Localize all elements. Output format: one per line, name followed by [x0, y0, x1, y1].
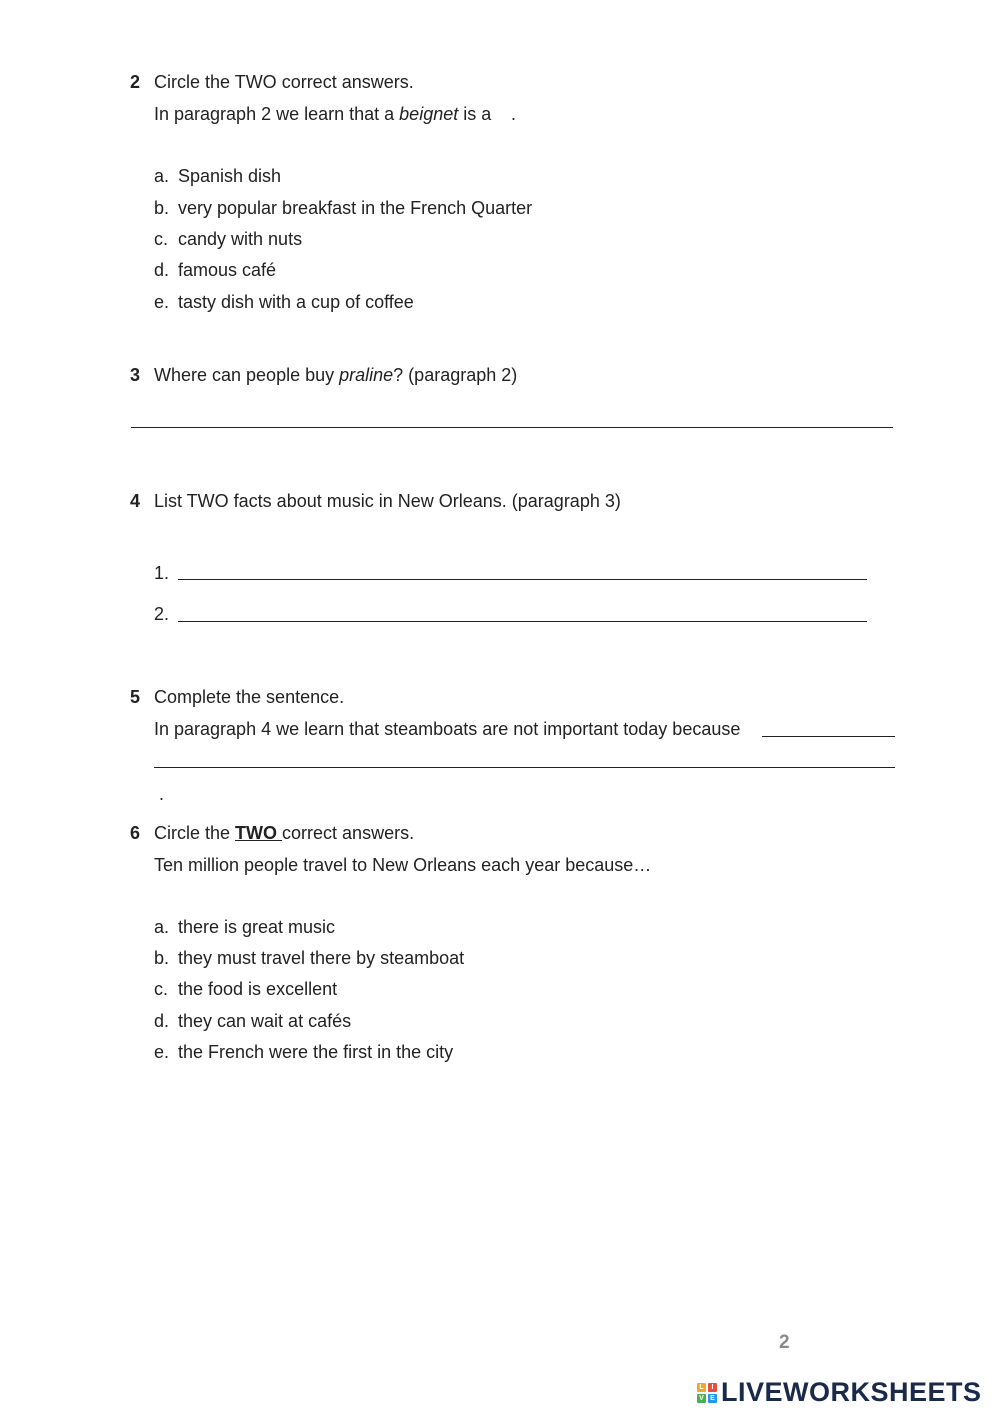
q6-option-b[interactable] — [154, 948, 464, 969]
q2-stem — [154, 104, 491, 125]
q4-item-1-label: 1. — [154, 563, 170, 583]
q4-item-2-input[interactable] — [180, 596, 864, 620]
option-letter: c. — [154, 979, 169, 999]
q2-option-e[interactable] — [154, 292, 414, 313]
option-text: Spanish dish — [178, 166, 282, 186]
option-letter: a. — [154, 917, 170, 937]
q6-stem: Ten million people travel to New Orleans each year because… — [154, 855, 652, 875]
option-letter: c. — [154, 229, 169, 249]
q2-stem-before: In paragraph 2 we learn that a — [154, 104, 400, 124]
q4-question: List TWO facts about music in New Orleans. (paragraph 3) — [154, 491, 621, 511]
q4-item-2-label: 2. — [154, 604, 170, 624]
option-letter: b. — [154, 198, 170, 218]
q5-answer-line-1 — [762, 736, 895, 737]
option-letter: e. — [154, 292, 170, 312]
q4-number: 4 — [130, 491, 141, 511]
q2-stem-end: . — [511, 104, 517, 124]
q4-item-1-input[interactable] — [180, 554, 864, 578]
option-text: very popular breakfast in the French Quarter — [178, 198, 533, 218]
logo-block-e: E — [708, 1394, 717, 1403]
page-number: 2 — [779, 1332, 790, 1353]
option-text: tasty dish with a cup of coffee — [178, 292, 414, 312]
q2-instruction: Circle the TWO correct answers. — [154, 72, 414, 92]
q3-after: ? (paragraph 2) — [393, 365, 518, 385]
q2-stem-after: is a — [458, 104, 492, 124]
option-text: they must travel there by steamboat — [178, 948, 465, 968]
q5-number: 5 — [130, 687, 141, 707]
q6-option-c[interactable] — [154, 979, 337, 1000]
logo-block-v: V — [697, 1394, 706, 1403]
q3-answer-input[interactable] — [134, 402, 890, 426]
option-text: the French were the first in the city — [178, 1042, 454, 1062]
logo-block-l: L — [697, 1383, 706, 1392]
q2-blank-input[interactable] — [500, 104, 508, 128]
option-text: the food is excellent — [178, 979, 338, 999]
q5-answer-input-2[interactable] — [156, 742, 892, 766]
q5-instruction: Complete the sentence. — [154, 687, 345, 707]
option-text: they can wait at cafés — [178, 1011, 352, 1031]
q6-emphasis: TWO — [235, 823, 283, 843]
q6-instruction — [154, 823, 414, 844]
q2-option-d[interactable] — [154, 260, 276, 281]
logo-block-i: I — [708, 1383, 717, 1392]
q5-answer-input-1[interactable] — [764, 711, 892, 735]
q2-option-c[interactable] — [154, 229, 302, 250]
q2-stem-italic: beignet — [399, 104, 459, 124]
option-letter: e. — [154, 1042, 170, 1062]
q3-answer-line — [131, 427, 893, 428]
option-letter: b. — [154, 948, 170, 968]
option-letter: a. — [154, 166, 170, 186]
q4-item-2-line — [178, 621, 867, 622]
q2-option-a[interactable] — [154, 166, 281, 187]
q3-italic: praline — [339, 365, 394, 385]
q5-end-period: . — [159, 784, 165, 804]
q6-number: 6 — [130, 823, 141, 843]
q5-stem: In paragraph 4 we learn that steamboats are not important today because — [154, 719, 741, 739]
q6-after: correct answers. — [282, 823, 415, 843]
q6-option-e[interactable] — [154, 1042, 453, 1063]
q6-option-d[interactable] — [154, 1011, 351, 1032]
q3-before: Where can people buy — [154, 365, 340, 385]
q4-item-1-line — [178, 579, 867, 580]
q3-question — [154, 365, 517, 386]
option-text: there is great music — [178, 917, 336, 937]
logo-blocks-icon — [697, 1383, 717, 1403]
q3-number: 3 — [130, 365, 141, 385]
option-text: candy with nuts — [178, 229, 303, 249]
logo-text: LIVEWORKSHEETS — [721, 1377, 982, 1407]
option-letter: d. — [154, 260, 170, 280]
q6-before: Circle the — [154, 823, 236, 843]
option-text: famous café — [178, 260, 277, 280]
q2-number: 2 — [130, 72, 141, 92]
q5-answer-line-2 — [154, 767, 895, 768]
liveworksheets-logo — [697, 1377, 982, 1408]
option-letter: d. — [154, 1011, 170, 1031]
q2-option-b[interactable] — [154, 198, 532, 219]
q6-option-a[interactable] — [154, 917, 335, 938]
